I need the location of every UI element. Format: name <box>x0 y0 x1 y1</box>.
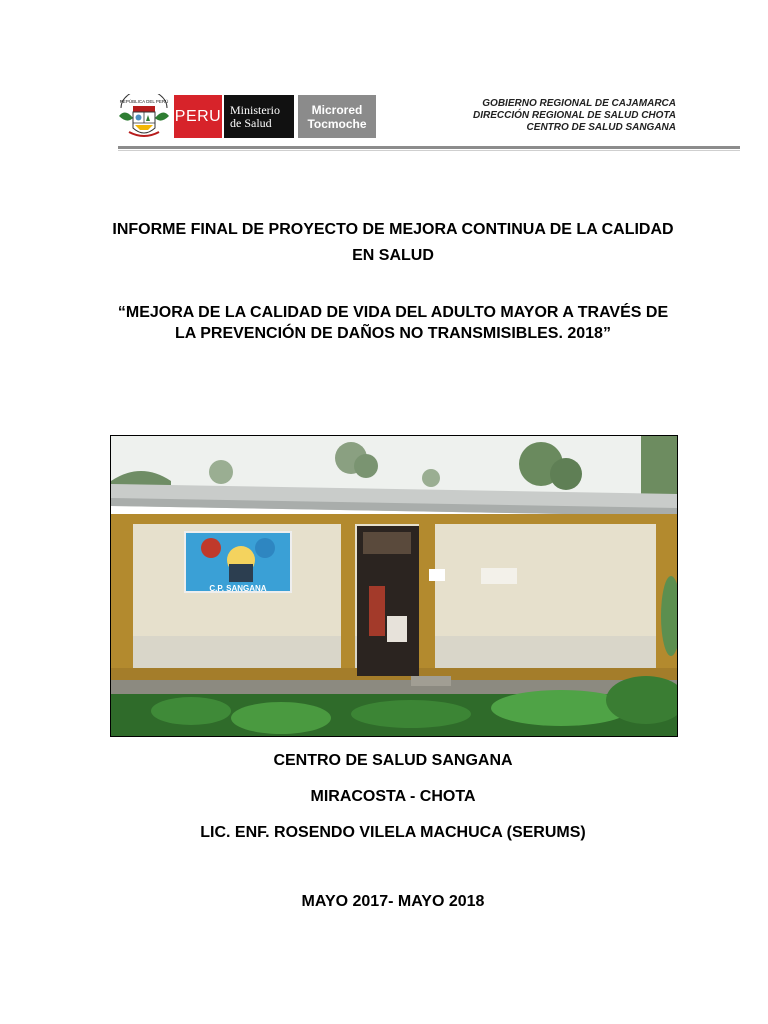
peru-brand-label: PERU <box>174 107 222 125</box>
microred-logo <box>298 95 376 138</box>
microred-line-1: Microred <box>311 102 363 117</box>
institution-line-1: GOBIERNO REGIONAL DE CAJAMARCA <box>482 98 676 109</box>
coat-of-arms-logo <box>115 94 173 140</box>
project-title: “MEJORA DE LA CALIDAD DE VIDA DEL ADULTO MAYOR A TRAVÉS DE LA PREVENCIÓN DE DAÑOS NO TRANSMISIBLES. 2018” <box>117 304 669 342</box>
header-rule-thin <box>118 150 740 151</box>
location-text: MIRACOSTA - CHOTA <box>310 788 476 805</box>
header-rule <box>118 146 740 149</box>
health-center-illustration <box>111 436 677 736</box>
minsa-logo <box>222 95 294 138</box>
peru-brand-logo <box>174 95 222 138</box>
sign-text: C.P. SANGANA <box>209 584 267 593</box>
institution-line-3: CENTRO DE SALUD SANGANA <box>526 122 676 133</box>
minsa-line-2: de Salud <box>230 115 272 130</box>
institution-block <box>473 98 676 134</box>
facility-name: CENTRO DE SALUD SANGANA <box>273 752 513 769</box>
institution-line-2: DIRECCIÓN REGIONAL DE SALUD CHOTA <box>473 110 676 121</box>
report-title: INFORME FINAL DE PROYECTO DE MEJORA CONTINUA DE LA CALIDAD EN SALUD <box>112 221 674 264</box>
health-center-photo <box>110 435 678 737</box>
document-header <box>0 0 768 160</box>
author-name: LIC. ENF. ROSENDO VILELA MACHUCA (SERUMS) <box>200 824 586 841</box>
period-text: MAYO 2017- MAYO 2018 <box>301 893 485 910</box>
seal-text: REPÚBLICA DEL PERÚ <box>119 99 169 104</box>
minsa-line-1: Ministerio <box>230 102 280 117</box>
microred-line-2: Tocmoche <box>307 116 367 131</box>
